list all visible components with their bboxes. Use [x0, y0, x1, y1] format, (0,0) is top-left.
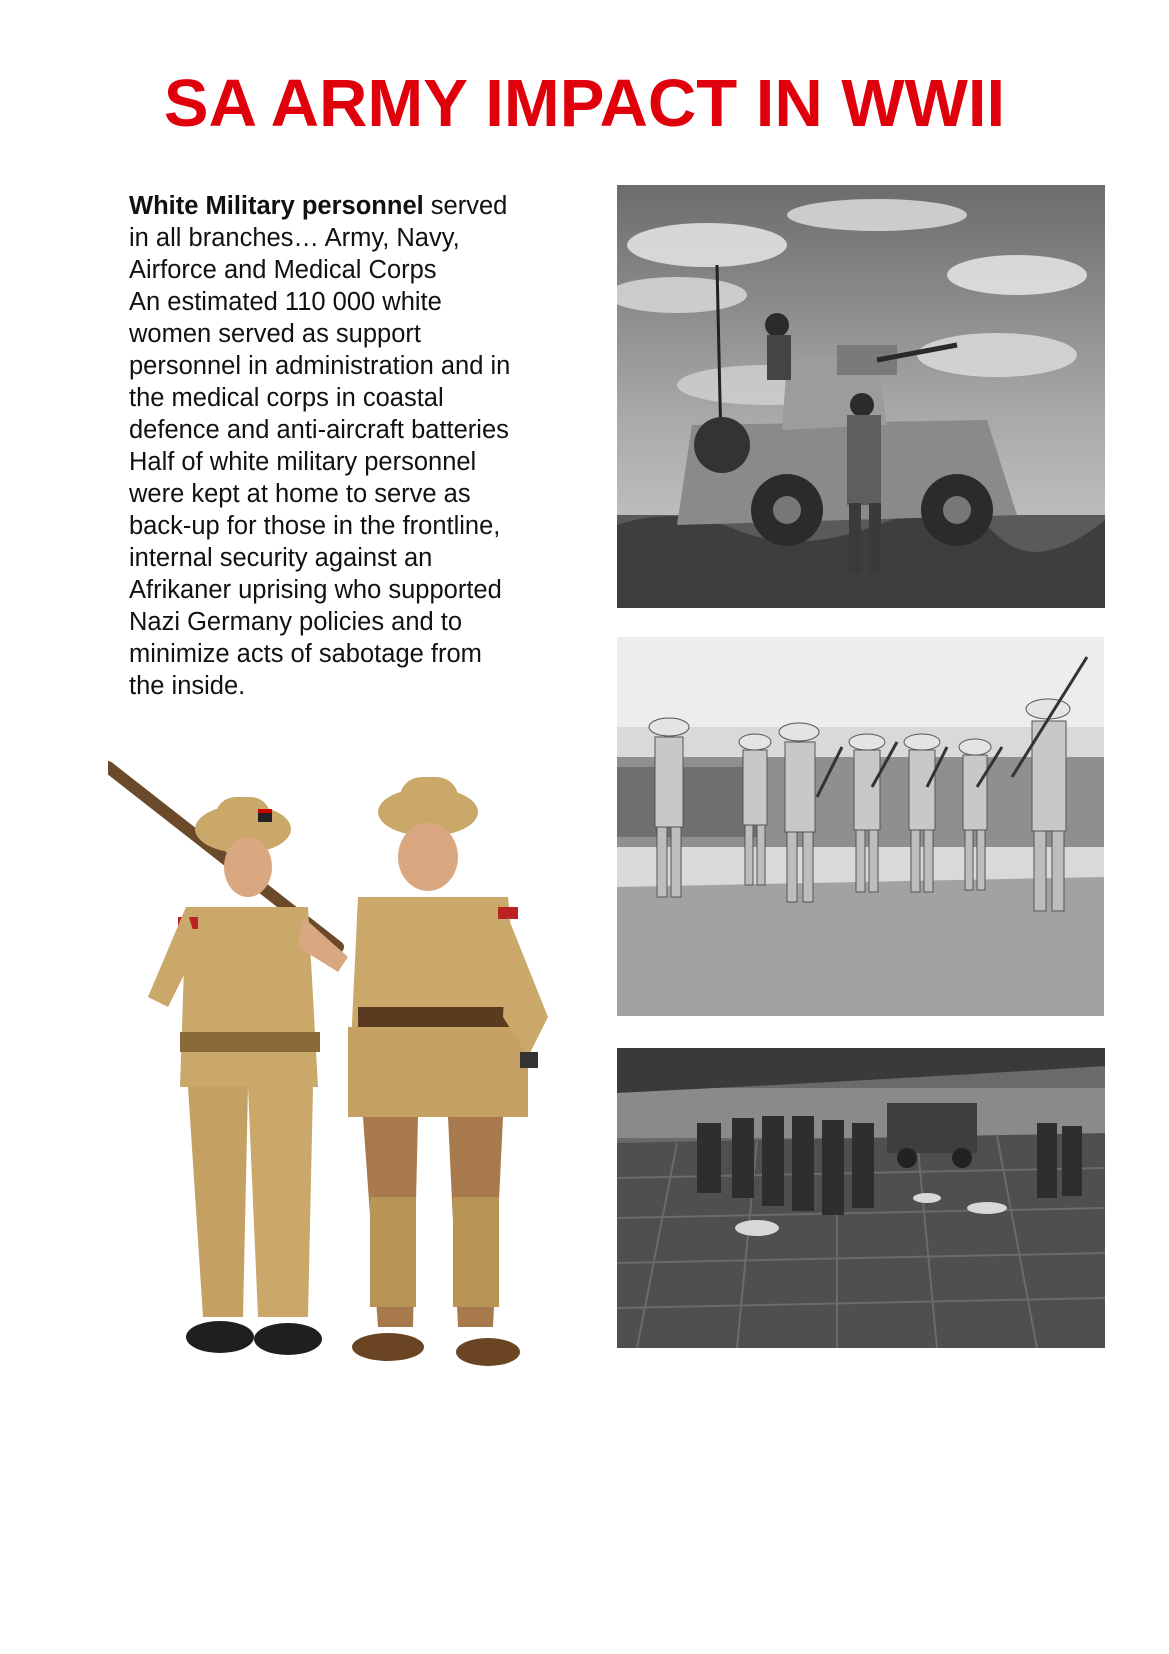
parade-image — [617, 637, 1104, 1016]
body-line: women served as support — [129, 320, 421, 348]
page-title: SA ARMY IMPACT IN WWII — [163, 66, 1006, 141]
body-line: internal security against an — [129, 544, 433, 572]
body-line: Airforce and Medical Corps — [129, 256, 437, 284]
bold-lead: White Military personnel — [129, 192, 424, 220]
body-line: Half of white military personnel — [129, 448, 477, 476]
body-line: defence and anti-aircraft batteries — [129, 416, 509, 444]
body-line-1 — [129, 190, 559, 222]
armoured-car-photo — [617, 185, 1105, 608]
body-line: back-up for those in the frontline, — [129, 512, 501, 540]
armoured-car-image — [617, 185, 1105, 608]
body-line: personnel in administration and in — [129, 352, 511, 380]
parade-photo — [617, 637, 1104, 1016]
body-line: Afrikaner uprising who supported — [129, 576, 502, 604]
body-line-1-rest: served — [423, 192, 508, 220]
uniforms-illustration — [108, 757, 570, 1447]
uniforms-image — [108, 757, 570, 1447]
body-line: in all branches… Army, Navy, — [129, 224, 460, 252]
body-line: were kept at home to serve as — [129, 480, 471, 508]
paratroopers-photo — [617, 1048, 1105, 1348]
paratroopers-image — [617, 1048, 1105, 1348]
body-text — [129, 190, 559, 702]
body-line: the inside. — [129, 672, 246, 700]
body-line: minimize acts of sabotage from — [129, 640, 482, 668]
body-line: Nazi Germany policies and to — [129, 608, 463, 636]
body-line: An estimated 110 000 white — [129, 288, 442, 316]
body-line: the medical corps in coastal — [129, 384, 444, 412]
